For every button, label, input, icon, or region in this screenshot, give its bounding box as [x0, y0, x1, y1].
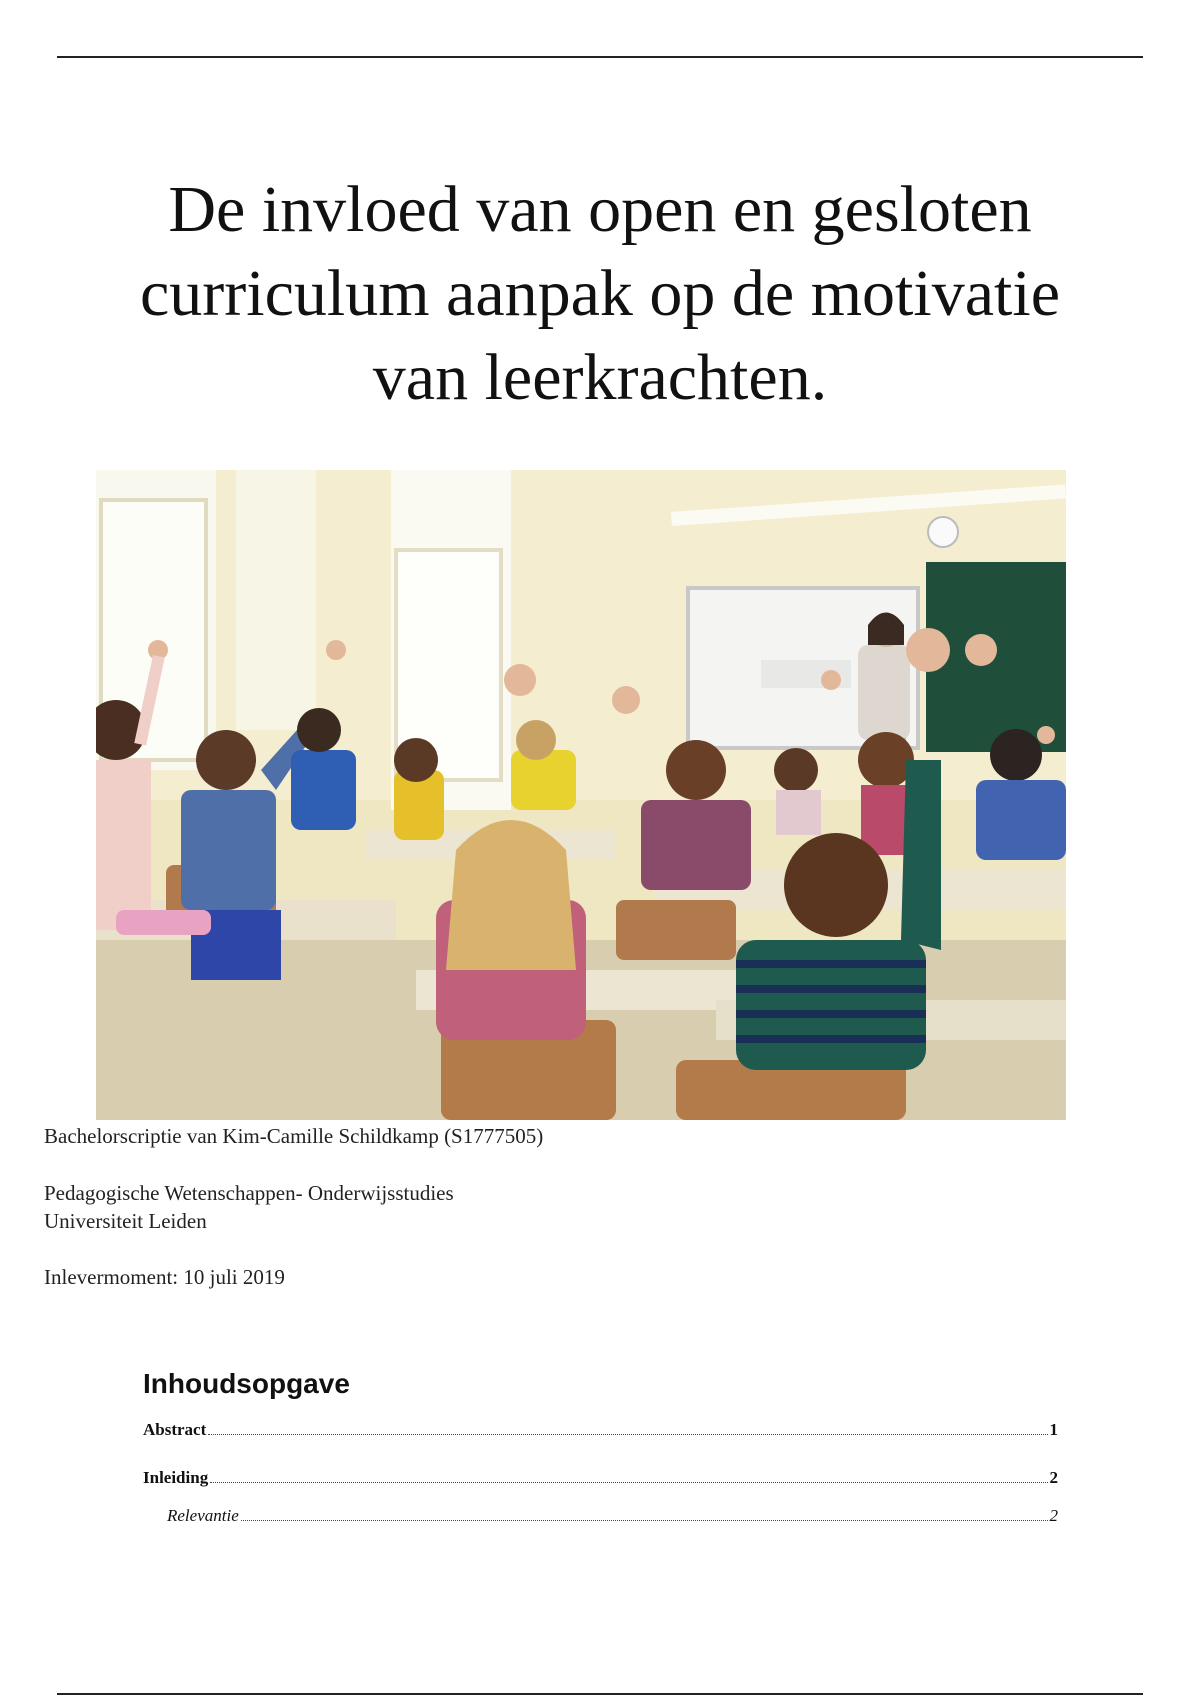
toc-leader-dots [210, 1482, 1047, 1483]
toc-entry-label: Inleiding [143, 1468, 209, 1487]
toc-entry-label: Abstract [143, 1420, 207, 1439]
author-line: Bachelorscriptie van Kim-Camille Schildkamp (S1777505) [44, 1124, 544, 1148]
title-line: curriculum aanpak op de motivatie [139, 257, 1060, 330]
university-line: Universiteit Leiden [44, 1209, 207, 1233]
title-line: van leerkrachten. [372, 341, 828, 414]
toc-leader-dots [241, 1520, 1048, 1521]
toc-entry-page: 1 [1049, 1420, 1058, 1439]
toc-heading: Inhoudsopgave [143, 1368, 350, 1399]
program-line: Pedagogische Wetenschappen- Onderwijsstudies [44, 1181, 454, 1205]
table-of-contents [143, 1368, 1058, 1532]
toc-entry-page: 2 [1049, 1468, 1058, 1487]
toc-entry-label: Relevantie [167, 1506, 239, 1525]
classroom-photo [96, 470, 1066, 1120]
bottom-rule [57, 1693, 1143, 1695]
toc-subentry[interactable] [143, 1506, 1058, 1532]
title-line: De invloed van open en gesloten [168, 173, 1032, 246]
top-rule [57, 56, 1143, 58]
document-title [60, 168, 1140, 420]
toc-entry[interactable] [143, 1468, 1058, 1494]
toc-entry[interactable] [143, 1420, 1058, 1446]
toc-entry-page: 2 [1049, 1506, 1058, 1525]
toc-leader-dots [208, 1434, 1047, 1435]
deadline-line: Inlevermoment: 10 juli 2019 [44, 1265, 285, 1289]
